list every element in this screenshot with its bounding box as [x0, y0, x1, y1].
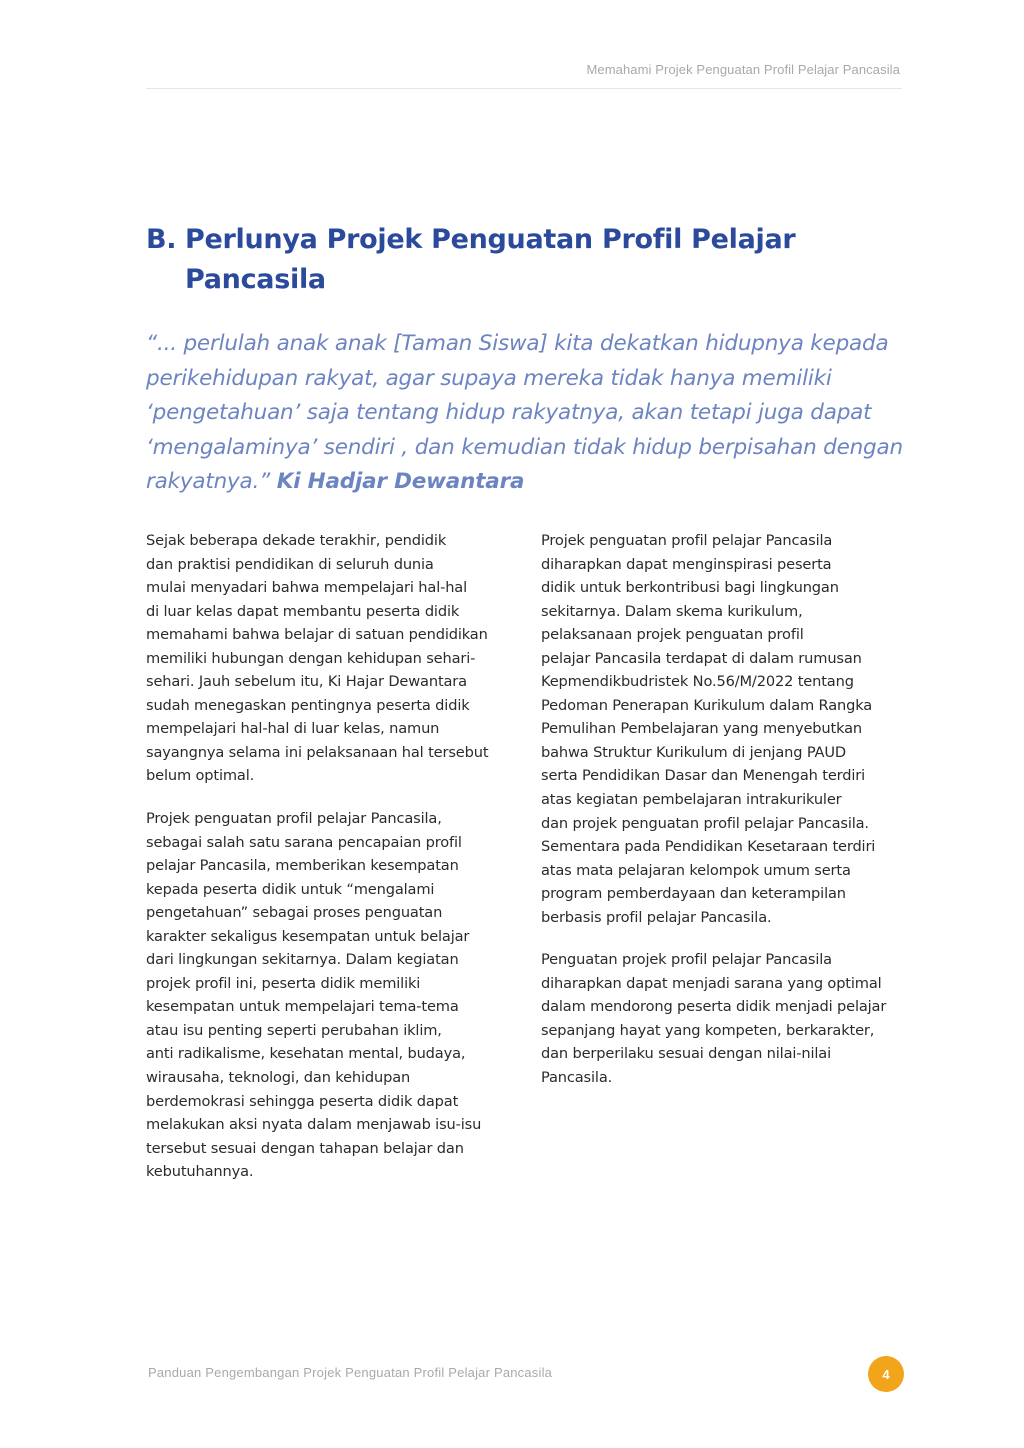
- section-letter: B.: [146, 224, 177, 255]
- quote-text: “... perlulah anak anak [Taman Siswa] kita dekatkan hidupnya kepada perikehidupan rakyat, agar supaya mereka tidak hanya memiliki ‘pengetahuan’ saja tentang hidup rakyatnya, akan tetapi juga dapat ‘mengalaminya’ sendiri , dan kemudian tidak hidup berpisahan dengan rakyatnya.”: [146, 331, 903, 495]
- page-footer: [146, 1356, 904, 1392]
- page-number-badge: 4: [868, 1356, 904, 1392]
- footer-book-title: Panduan Pengembangan Projek Penguatan Profil Pelajar Pancasila: [148, 1365, 553, 1380]
- left-column: [146, 529, 512, 1203]
- body-paragraph: Projek penguatan profil pelajar Pancasila diharapkan dapat menginspirasi peserta didik untuk berkontribusi bagi lingkungan sekitarnya. Dalam skema kurikulum, pelaksanaan projek penguatan profil pelajar Pancasila terdapat di dalam rumusan Kepmendikbudristek No.56/M/2022 tentang Pedoman Penerapan Kurikulum dalam Rangka Pemulihan Pembelajaran yang menyebutkan bahwa Struktur Kurikulum di jenjang PAUD serta Pendidikan Dasar dan Menengah terdiri atas kegiatan pembelajaran intrakurikuler dan projek penguatan profil pelajar Pancasila. Sementara pada Pendidikan Kesetaraan terdiri atas mata pelajaran kelompok umum serta program pemberdayaan dan keterampilan berbasis profil pelajar Pancasila.: [541, 532, 876, 926]
- body-paragraph: Sejak beberapa dekade terakhir, pendidik dan praktisi pendidikan di seluruh dunia mulai menyadari bahwa mempelajari hal-hal di luar kelas dapat membantu peserta didik memahami bahwa belajar di satuan pendidikan memiliki hubungan dengan kehidupan sehari- sehari. Jauh sebelum itu, Ki Hajar Dewantara sudah menegaskan pentingnya peserta didik mempelajari hal-hal di luar kelas, namun sayangnya selama ini pelaksanaan hal tersebut belum optimal.: [146, 532, 489, 785]
- right-column: [541, 529, 907, 1109]
- section-heading: [146, 220, 886, 300]
- section-title: Perlunya Projek Penguatan Profil Pelajar Pancasila: [185, 224, 796, 295]
- body-paragraph: Penguatan projek profil pelajar Pancasila diharapkan dapat menjadi sarana yang optimal dalam mendorong peserta didik menjadi pelajar sepanjang hayat yang kompeten, berkarakter, dan berperilaku sesuai dengan nilai-nilai Pancasila.: [541, 951, 887, 1087]
- epigraph-quote: [146, 327, 906, 500]
- running-title: Memahami Projek Penguatan Profil Pelajar Pancasila: [586, 62, 900, 77]
- body-paragraph: Projek penguatan profil pelajar Pancasila, sebagai salah satu sarana pencapaian profil pelajar Pancasila, memberikan kesempatan kepada peserta didik untuk “mengalami pengetahuan” sebagai proses penguatan karakter sekaligus kesempatan untuk belajar dari lingkungan sekitarnya. Dalam kegiatan projek profil ini, peserta didik memiliki kesempatan untuk mempelajari tema-tema atau isu penting seperti perubahan iklim, anti radikalisme, kesehatan mental, budaya, wirausaha, teknologi, dan kehidupan berdemokrasi sehingga peserta didik dapat melakukan aksi nyata dalam menjawab isu-isu tersebut sesuai dengan tahapan belajar dan kebutuhannya.: [146, 810, 482, 1181]
- quote-author: Ki Hadjar Dewantara: [276, 469, 525, 495]
- page-header: [146, 62, 902, 89]
